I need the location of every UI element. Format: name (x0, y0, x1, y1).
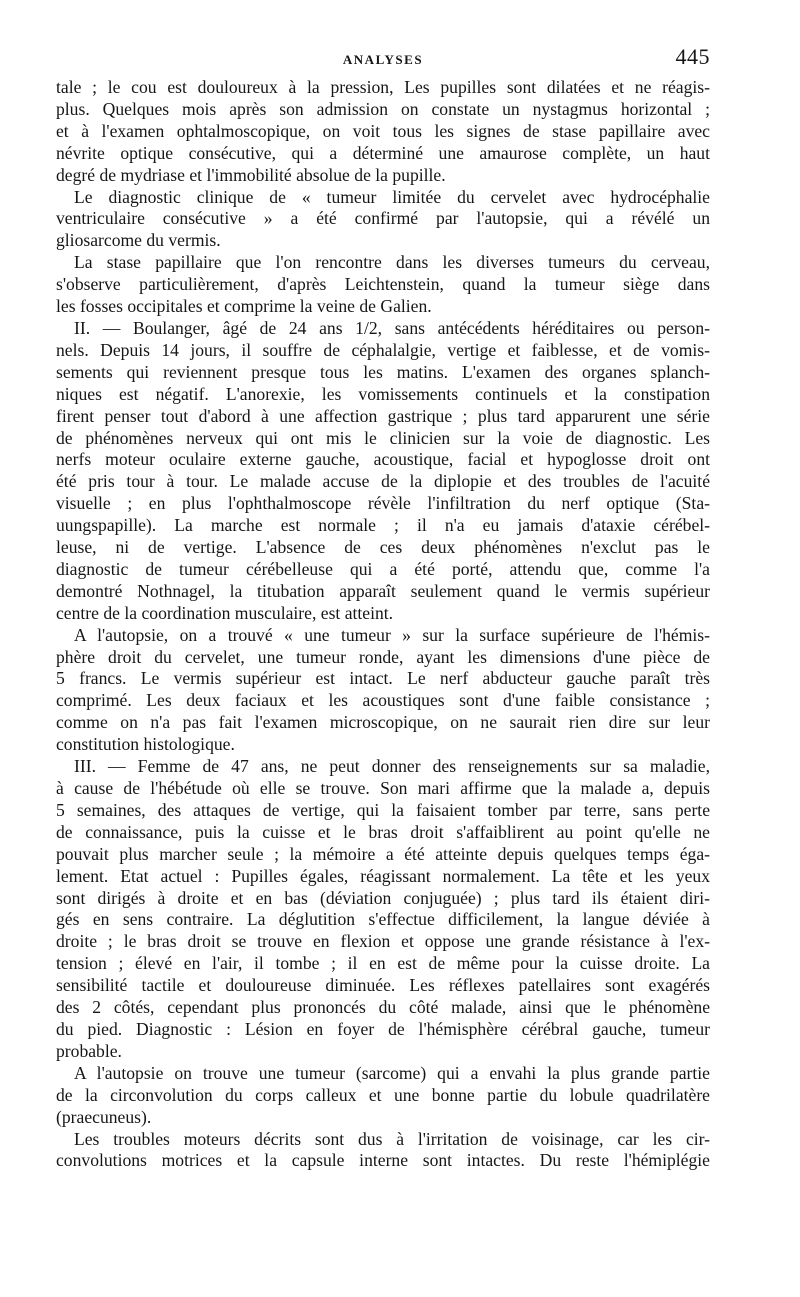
text-line: niques est négatif. L'anorexie, les vomissements continuels et la constipation (56, 383, 710, 404)
text-line: les fosses occipitales et comprime la veine de Galien. (56, 296, 432, 317)
text-line: gés en sens contraire. La déglutition s'effectue difficilement, la langue déviée à (56, 909, 710, 930)
text-line: plus. Quelques mois après son admission on constate un nystagmus horizontal ; (56, 98, 710, 119)
text-line: pouvait plus marcher seule ; la mémoire a été atteinte depuis quelques temps éga- (56, 843, 710, 864)
text-line: A l'autopsie on trouve une tumeur (sarcome) qui a envahi la plus grande partie (74, 1062, 710, 1083)
text-line: nerfs moteur oculaire externe gauche, acoustique, facial et hypoglosse droit ont (56, 449, 710, 470)
text-line: demontré Nothnagel, la titubation apparaît seulement quand le vermis supérieur (56, 580, 710, 601)
text-line: de phénomènes nerveux qui ont mis le clinicien sur la voie de diagnostic. Les (56, 427, 710, 448)
text-line: lement. Etat actuel : Pupilles égales, réagissant normalement. La tête et les yeux (56, 865, 710, 886)
text-line: gliosarcome du vermis. (56, 230, 221, 251)
text-line: sont dirigés à droite et en bas (déviation conjuguée) ; plus tard ils étaient diri- (56, 887, 710, 908)
text-line: phère droit du cervelet, une tumeur ronde, ayant les dimensions d'une pièce de (56, 646, 710, 667)
paragraph (56, 187, 710, 253)
text-line: visuelle ; en plus l'ophthalmoscope révèle l'infiltration du nerf optique (Sta- (56, 493, 710, 514)
text-line: 5 semaines, des attaques de vertige, qui la faisaient tomber par terre, sans perte (56, 799, 710, 820)
text-line: degré de mydriase et l'immobilité absolue de la pupille. (56, 164, 446, 185)
paragraph (56, 252, 710, 318)
text-line: tale ; le cou est douloureux à la pression, Les pupilles sont dilatées et ne réagis- (56, 77, 710, 97)
running-title: ANALYSES (342, 52, 424, 67)
text-line: A l'autopsie, on a trouvé « une tumeur » sur la surface supérieure de l'hémis- (74, 624, 710, 645)
text-line: névrite optique consécutive, qui a déterminé une amaurose complète, un haut (56, 142, 710, 163)
text-line: convolutions motrices et la capsule interne sont intactes. Du reste l'hémiplégie (56, 1150, 710, 1171)
page-number: 445 (675, 44, 710, 69)
paragraph (56, 77, 710, 187)
text-line: et à l'examen ophtalmoscopique, on voit tous les signes de stase papillaire avec (56, 120, 710, 141)
paragraph (56, 756, 710, 1063)
text-line: II. — Boulanger, âgé de 24 ans 1/2, sans antécédents héréditaires ou person- (74, 317, 710, 338)
text-line: ventriculaire consécutive » a été confirmé par l'autopsie, qui a révélé un (56, 208, 710, 229)
text-line: à cause de l'hébétude où elle se trouve. Son mari affirme que la malade a, depuis (56, 778, 710, 798)
text-line: III. — Femme de 47 ans, ne peut donner des renseignements sur sa maladie, (74, 756, 710, 777)
paragraph (56, 1129, 710, 1173)
text-line: constitution histologique. (56, 734, 235, 755)
body-text (56, 77, 710, 1172)
text-line: 5 francs. Le vermis supérieur est intact. Le nerf abducteur gauche paraît très (56, 668, 710, 689)
text-line: firent penser tout d'abord à une affection gastrique ; plus tard apparurent une série (56, 405, 710, 426)
text-line: leuse, ni de vertige. L'absence de ces deux phénomènes n'exclut pas le (56, 537, 710, 558)
running-head (56, 44, 710, 74)
text-line: Les troubles moteurs décrits sont dus à l'irritation de voisinage, car les cir- (74, 1128, 710, 1149)
text-line: des 2 côtés, cependant plus prononcés du côté malade, ainsi que le phénomène (56, 997, 710, 1018)
text-line: (praecuneus). (56, 1106, 152, 1127)
paragraph (56, 1063, 710, 1129)
text-line: probable. (56, 1040, 122, 1061)
text-line: sensibilité tactile et douloureuse diminuée. Les réflexes patellaires sont exagérés (56, 975, 710, 996)
text-line: nels. Depuis 14 jours, il souffre de céphalalgie, vertige et faiblesse, et de vomis- (56, 339, 710, 360)
text-line: La stase papillaire que l'on rencontre dans les diverses tumeurs du cerveau, (74, 252, 710, 273)
paragraph (56, 318, 710, 625)
text-line: comme on n'a pas fait l'examen microscopique, on ne saurait rien dire sur leur (56, 712, 710, 733)
text-line: diagnostic de tumeur cérébelleuse qui a été porté, attendu que, comme l'a (56, 558, 710, 579)
paragraph (56, 625, 710, 756)
text-line: uungspapille). La marche est normale ; il n'a eu jamais d'ataxie cérébel- (56, 515, 710, 536)
text-line: Le diagnostic clinique de « tumeur limitée du cervelet avec hydrocéphalie (74, 186, 710, 207)
text-line: de connaissance, puis la cuisse et le bras droit s'affaiblirent au point qu'elle ne (56, 821, 710, 842)
text-line: tension ; élevé en l'air, il tombe ; il en est de même pour la cuisse droite. La (56, 953, 710, 974)
text-line: été pris tour à tour. Le malade accuse de la diplopie et des troubles de l'acuité (56, 471, 710, 492)
text-line: du pied. Diagnostic : Lésion en foyer de l'hémisphère cérébral gauche, tumeur (56, 1018, 710, 1039)
text-line: comprimé. Les deux faciaux et les acoustiques sont d'une faible consistance ; (56, 690, 710, 711)
text-line: de la circonvolution du corps calleux et une bonne partie du lobule quadrilatère (56, 1084, 710, 1105)
text-line: sements qui reviennent presque tous les matins. L'examen des organes splanch- (56, 361, 710, 382)
text-line: s'observe particulièrement, d'après Leichtenstein, quand la tumeur siège dans (56, 274, 710, 295)
text-line: centre de la coordination musculaire, est atteint. (56, 602, 394, 623)
text-line: droite ; le bras droit se trouve en flexion et oppose une grande résistance à l'ex- (56, 931, 710, 952)
